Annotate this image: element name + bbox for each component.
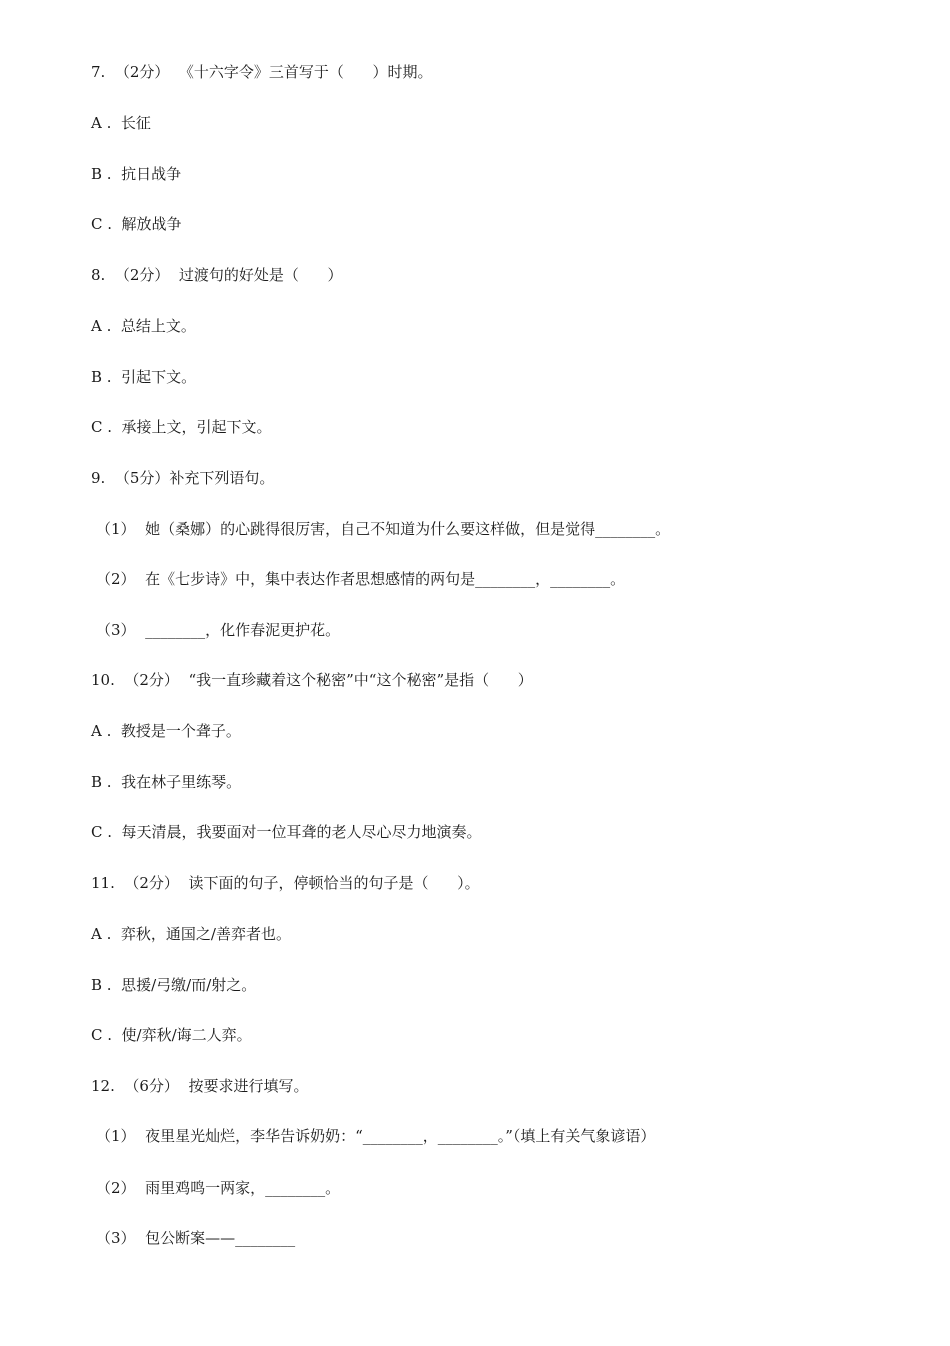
question-8-stem: 8. （2分） 过渡句的好处是（ ） xyxy=(91,266,343,284)
question-11-option-b: B . 思援/弓缴/而/射之。 xyxy=(91,976,257,994)
question-7-option-a: A . 长征 xyxy=(91,114,151,132)
question-11-stem: 11. （2分） 读下面的句子，停顿恰当的句子是（ ）。 xyxy=(91,874,480,892)
question-12-stem: 12. （6分） 按要求进行填写。 xyxy=(91,1077,309,1095)
question-9-item-1: （1） 她（桑娜）的心跳得很厉害，自己不知道为什么要这样做，但是觉得________。 xyxy=(96,520,671,538)
question-12-item-1: （1） 夜里星光灿烂，李华告诉奶奶：“________，________。”（填上有关气象谚语） xyxy=(96,1127,656,1145)
question-10-option-a: A . 教授是一个聋子。 xyxy=(91,722,241,740)
question-10-option-b: B . 我在林子里练琴。 xyxy=(91,773,242,791)
question-9-item-3: （3） ________，化作春泥更护花。 xyxy=(96,621,341,639)
question-11-option-a: A . 弈秋，通国之/善弈者也。 xyxy=(91,925,291,943)
question-8-option-b: B . 引起下文。 xyxy=(91,368,197,386)
question-12-item-3: （3） 包公断案——________ xyxy=(96,1229,296,1247)
question-8-option-c: C . 承接上文，引起下文。 xyxy=(91,418,272,436)
question-9-item-2: （2） 在《七步诗》中，集中表达作者思想感情的两句是________，________。 xyxy=(96,570,626,588)
question-7-stem: 7. （2分） 《十六字令》三首写于（ ）时期。 xyxy=(91,63,433,81)
question-10-option-c: C . 每天清晨，我要面对一位耳聋的老人尽心尽力地演奏。 xyxy=(91,823,482,841)
question-11-option-c: C . 使/弈秋/诲二人弈。 xyxy=(91,1026,252,1044)
question-10-stem: 10. （2分） “我一直珍藏着这个秘密”中“这个秘密”是指（ ） xyxy=(91,671,533,689)
question-12-item-2: （2） 雨里鸡鸣一两家，________。 xyxy=(96,1179,341,1197)
question-8-option-a: A . 总结上文。 xyxy=(91,317,196,335)
question-7-option-b: B . 抗日战争 xyxy=(91,165,182,183)
question-7-option-c: C . 解放战争 xyxy=(91,215,182,233)
question-9-stem: 9. （5分）补充下列语句。 xyxy=(91,469,275,487)
